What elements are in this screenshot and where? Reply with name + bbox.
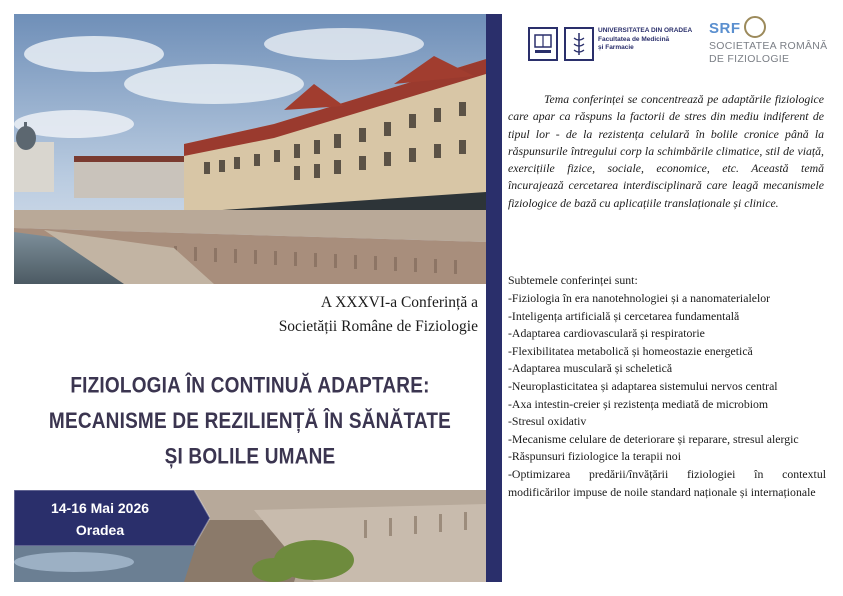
cover-photo-city <box>14 14 486 284</box>
university-name <box>598 27 692 53</box>
subtopic-item: -Fiziologia în era nanotehnologiei și a nanomaterialelor <box>508 291 771 305</box>
srf-acronym: SRF <box>709 20 741 37</box>
subtopic-item: -Stresul oxidativ <box>508 414 587 429</box>
university-name-line-3: și Farmacie <box>598 44 634 51</box>
subtopics-heading: Subtemele conferinței sunt: <box>508 273 638 287</box>
srf-name-line-1: SOCIETATEA ROMÂNĂ <box>709 40 828 52</box>
event-city: Oradea <box>75 522 125 538</box>
subtopics-list <box>508 290 826 501</box>
subtopic-item: -Mecanisme celulare de deteriorare și reparare, stresul alergic <box>508 431 799 446</box>
conference-edition: A XXXVI-a Conferință a <box>320 294 478 311</box>
subtopic-item: -Flexibilitatea metabolică și homeostazie energetică <box>508 343 753 358</box>
university-name-line-1: UNIVERSITATEA DIN ORADEA <box>598 27 693 34</box>
university-name-line-2: Facultatea de Medicină <box>598 35 670 43</box>
srf-full-name <box>709 40 827 66</box>
subtopic-item: -Inteligența artificială și cercetarea fundamentală <box>508 308 740 323</box>
title-line-3: ȘI BOLILE UMANE <box>164 444 336 470</box>
subtopic-item: -Adaptarea cardiovasculară și respiratorie <box>508 326 705 341</box>
event-dates: 14-16 Mai 2026 <box>50 500 150 516</box>
conference-title <box>14 369 486 475</box>
subtopic-item: -Neuroplasticitatea și adaptarea sistemului nervos central <box>508 378 778 393</box>
subtopic-item: -Răspunsuri fiziologice la terapii noi <box>508 449 681 464</box>
subtopic-item: -Optimizarea predării/învățării fiziologiei în contextul modificărilor impuse de noile standard naționale și internaționale <box>508 466 826 499</box>
subtopic-item: -Axa intestin-creier și rezistența mediată de microbiom <box>508 396 769 411</box>
conference-society: Societății Române de Fiziologie <box>278 318 478 335</box>
faculty-logo <box>564 27 594 61</box>
srf-seal-icon <box>744 16 766 38</box>
title-line-2: MECANISME DE REZILIENȚĂ ÎN SĂNĂTATE <box>48 409 452 434</box>
theme-description: Tema conferinței se concentrează pe adaptările fiziologice care apar ca răspuns la factorii de stres din mediu indiferent de tipul lor - de la reziste​nța celulară în bolile cronice până la răspunsurile întregului corp la schimbările climatice, stil de viață, exercițiile fizice, sociale, economice, etc. Această temă încurajează cercetarea interdisciplinară care leagă mecanismele fiziologice de bază cu aplicațiile translaționale și clinice. <box>508 92 824 210</box>
university-logo <box>528 27 558 61</box>
vertical-divider <box>486 14 502 582</box>
title-line-1: FIZIOLOGIA ÎN CONTINUĂ ADAPTARE: <box>70 373 430 399</box>
subtopic-item: -Adaptarea musculară și scheletică <box>508 361 673 376</box>
srf-name-line-2: DE FIZIOLOGIE <box>709 53 790 65</box>
